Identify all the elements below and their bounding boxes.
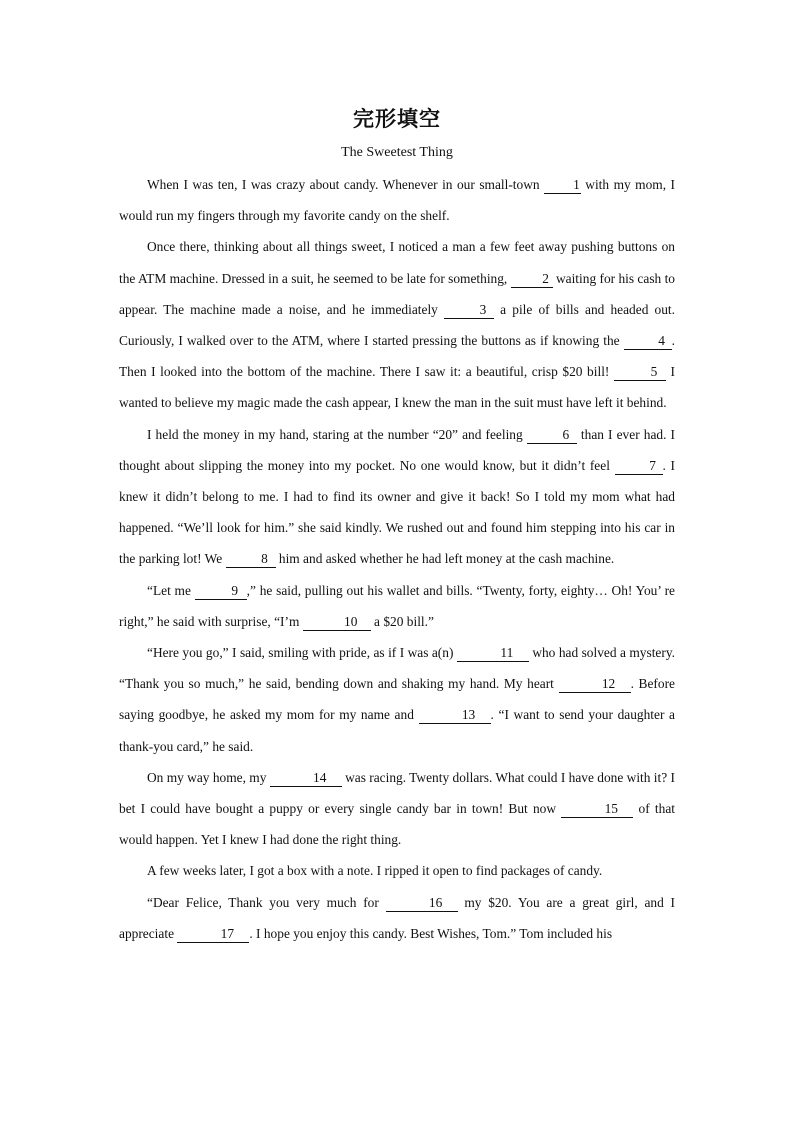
paragraph-6 xyxy=(119,762,675,856)
blank-14[interactable]: 14 xyxy=(270,770,342,787)
blank-12[interactable]: 12 xyxy=(559,676,631,693)
text: of that would happen. Yet I knew I had done the right thing. xyxy=(119,801,675,848)
text: with my mom, I would run my fingers through my favorite candy on the shelf. xyxy=(119,177,675,224)
text: . I hope you enjoy this candy. Best Wishes, Tom.” Tom included his xyxy=(249,925,613,941)
paragraph-2 xyxy=(119,231,675,418)
text: was racing. Twenty dollars. What could I have done with it? I bet I could have bought a puppy or every single candy bar in town! But now xyxy=(119,769,676,817)
text: than I ever had. I thought about slipping the money into my pocket. No one would know, but it didn’t feel xyxy=(119,426,675,473)
text: who had solved a mystery. “Thank you so much,” he said, bending down and shaking my hand. My heart xyxy=(119,645,675,692)
text: . I knew it didn’t belong to me. I had to find its owner and give it back! So I told my mom what had happened. “We’ll look for him.” she said kindly. We rushed out and found him stepping into his car in the parking lot! We xyxy=(119,457,675,567)
text: “Dear Felice, Thank you very much for xyxy=(147,894,386,910)
text: ,” he said, pulling out his wallet and bills. “Twenty, forty, eighty… Oh! You’ re right,” he said with surprise, “I’m xyxy=(119,582,675,629)
blank-11[interactable]: 11 xyxy=(457,645,529,662)
text: I held the money in my hand, staring at the number “20” and feeling xyxy=(147,426,527,442)
blank-8[interactable]: 8 xyxy=(226,551,276,568)
text: him and asked whether he had left money at the cash machine. xyxy=(275,551,615,567)
paragraph-4 xyxy=(119,575,675,637)
paragraph-7 xyxy=(119,855,675,886)
text: a pile of bills and headed out. Curiously, I walked over to the ATM, where I started pressing the buttons as if knowing the xyxy=(119,301,676,349)
text: waiting for his cash to appear. The machine made a noise, and he immediately xyxy=(119,270,675,317)
text: I wanted to believe my magic made the cash appear, I knew the man in the suit must have left it behind. xyxy=(119,364,676,411)
text: . Before saying goodbye, he asked my mom for my name and xyxy=(119,676,675,723)
passage-body xyxy=(119,169,675,949)
blank-13[interactable]: 13 xyxy=(419,707,491,724)
paragraph-3 xyxy=(119,419,675,575)
blank-4[interactable]: 4 xyxy=(624,333,672,350)
blank-1[interactable]: 1 xyxy=(544,177,581,194)
text: “Let me xyxy=(147,582,195,598)
text: . Then I looked into the bottom of the machine. There I saw it: a beautiful, crisp $20 bill! xyxy=(119,333,675,380)
text: A few weeks later, I got a box with a note. I ripped it open to find packages of candy. xyxy=(147,863,603,879)
paragraph-1 xyxy=(119,169,675,231)
blank-16[interactable]: 16 xyxy=(386,895,458,912)
passage-title: The Sweetest Thing xyxy=(341,145,453,160)
blank-2[interactable]: 2 xyxy=(511,271,553,288)
blank-3[interactable]: 3 xyxy=(444,302,494,319)
text: “Here you go,” I said, smiling with pride, as if I was a(n) xyxy=(147,645,457,661)
blank-7[interactable]: 7 xyxy=(615,458,663,475)
text: a $20 bill.” xyxy=(370,613,434,629)
text: my $20. You are a great girl, and I appreciate xyxy=(119,894,675,941)
paragraph-5 xyxy=(119,637,675,762)
blank-5[interactable]: 5 xyxy=(614,364,666,381)
blank-15[interactable]: 15 xyxy=(561,801,633,818)
text: Once there, thinking about all things sweet, I noticed a man a few feet away pushing buttons on the ATM machine. Dressed in a suit, he seemed to be late for something, xyxy=(119,239,675,286)
page-heading: 完形填空 xyxy=(353,106,441,131)
paragraph-8 xyxy=(119,887,675,949)
blank-10[interactable]: 10 xyxy=(303,614,371,631)
text: On my way home, my xyxy=(147,769,270,785)
blank-9[interactable]: 9 xyxy=(195,583,247,600)
blank-6[interactable]: 6 xyxy=(527,427,577,444)
text: When I was ten, I was crazy about candy. Whenever in our small-town xyxy=(147,177,545,192)
text: . “I want to send your daughter a thank-you card,” he said. xyxy=(119,707,675,754)
blank-17[interactable]: 17 xyxy=(177,926,249,943)
